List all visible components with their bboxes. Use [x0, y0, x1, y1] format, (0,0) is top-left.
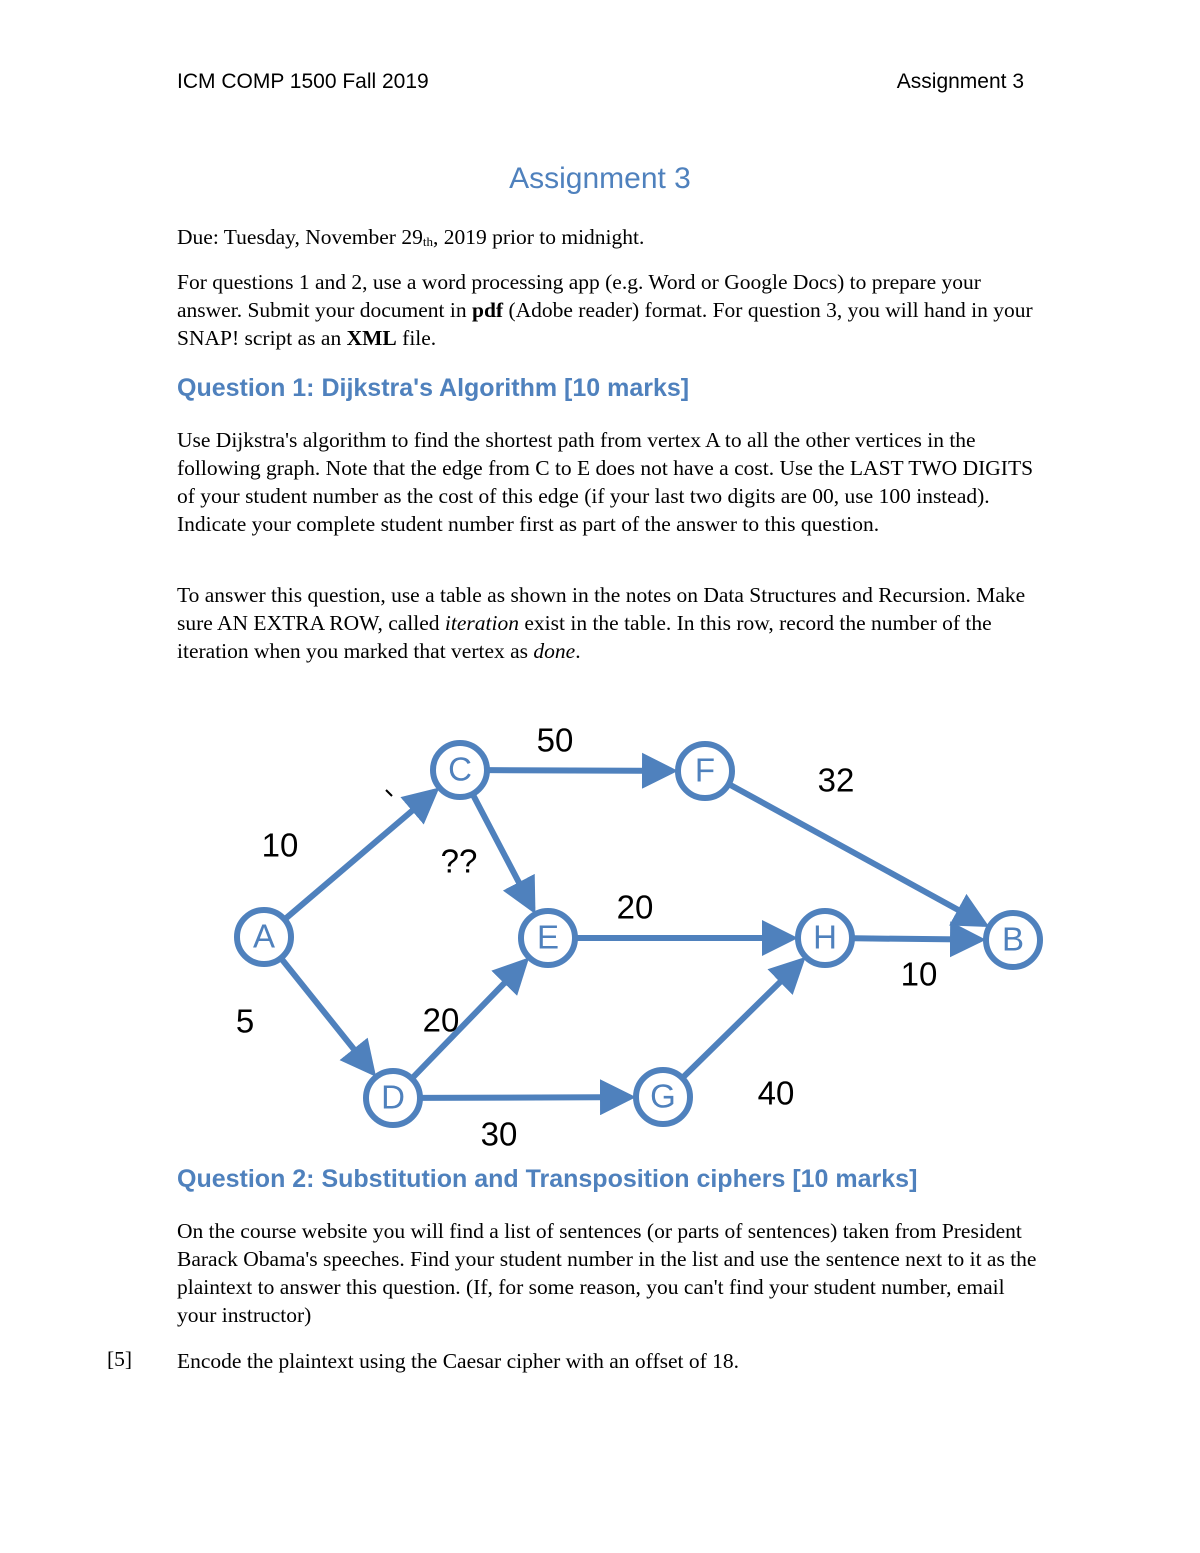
- node-label-F: F: [694, 751, 716, 789]
- edge-label-C-E: ??: [440, 842, 478, 880]
- edge-C-E: [473, 796, 532, 909]
- node-label-E: E: [536, 918, 560, 956]
- edge-C-F: [489, 770, 672, 771]
- node-label-B: B: [1001, 920, 1025, 958]
- edge-D-G: [422, 1097, 630, 1098]
- q2-item-mark: [5]: [107, 1347, 133, 1371]
- edge-label-G-H: 40: [757, 1074, 795, 1112]
- edge-label-A-C: 10: [261, 826, 299, 864]
- node-label-H: H: [813, 918, 837, 956]
- edge-label-E-H: 20: [616, 888, 654, 926]
- due-suffix: , 2019 prior to midnight.: [432, 225, 645, 249]
- edge-label-D-G: 30: [480, 1115, 518, 1153]
- q1-heading: Question 1: Dijkstra's Algorithm [10 marks]: [177, 374, 690, 402]
- q1-p2-text-c: .: [575, 639, 581, 663]
- q1-paragraph-1: Use Dijkstra's algorithm to find the shortest path from vertex A to all the other vertices in the following graph. Note that the edge from C to E does not have a cost. Use the LAST TWO DIGITS of your student number as the cost of this edge (if your last two digits are 00, use 100 instead). Indicate your complete student number first as part of the answer to this question.: [177, 428, 1034, 536]
- header-course: ICM COMP 1500 Fall 2019: [177, 70, 429, 93]
- intro-bold-pdf: pdf: [472, 298, 504, 322]
- intro-text-3: file.: [396, 326, 437, 350]
- stray-mark: [386, 790, 392, 796]
- edge-H-B: [854, 938, 980, 939]
- q1-p2-italic-iteration: iteration: [444, 611, 519, 635]
- edge-A-D: [282, 960, 372, 1073]
- q1-p2-italic-done: done: [533, 639, 576, 663]
- edge-label-F-B: 32: [817, 761, 855, 799]
- due-prefix: Due: Tuesday, November 29: [177, 225, 423, 249]
- intro-text-2: (Adobe reader) format. For question 3, you will hand in your SNAP! script as an: [177, 298, 1033, 350]
- edge-A-C: [286, 791, 435, 918]
- edge-F-B: [730, 785, 984, 924]
- edge-label-A-D: 5: [235, 1002, 255, 1040]
- q2-paragraph: On the course website you will find a list of sentences (or parts of sentences) taken from President Barack Obama's speeches. Find your student number in the list and use the sentence next to it as the plaintext to answer this question. (If, for some reason, you can't find your student number, email your instructor): [177, 1219, 1037, 1327]
- intro-text-1: For questions 1 and 2, use a word processing app (e.g. Word or Google Docs) to prepare your answer. Submit your document in: [177, 270, 981, 322]
- due-sup: th: [422, 234, 433, 249]
- page-title: Assignment 3: [509, 162, 691, 195]
- edge-label-C-F: 50: [536, 721, 574, 759]
- node-label-C: C: [448, 750, 472, 788]
- q2-heading: Question 2: Substitution and Transposition ciphers [10 marks]: [177, 1165, 918, 1193]
- node-label-A: A: [252, 917, 276, 955]
- intro-bold-xml: XML: [346, 326, 397, 350]
- edge-G-H: [684, 961, 802, 1077]
- q1-p2-text-b: exist in the table. In this row, record the number of the iteration when you marked that vertex as: [177, 611, 992, 663]
- node-label-D: D: [381, 1078, 405, 1116]
- q2-item-text: Encode the plaintext using the Caesar cipher with an offset of 18.: [177, 1349, 740, 1373]
- edge-label-D-E: 20: [422, 1001, 460, 1039]
- node-label-G: G: [650, 1077, 676, 1115]
- q1-p2-text-a: To answer this question, use a table as shown in the notes on Data Structures and Recursion. Make sure AN EXTRA ROW, called: [177, 583, 1026, 635]
- header-assignment: Assignment 3: [896, 70, 1024, 93]
- edge-label-H-B: 10: [900, 955, 938, 993]
